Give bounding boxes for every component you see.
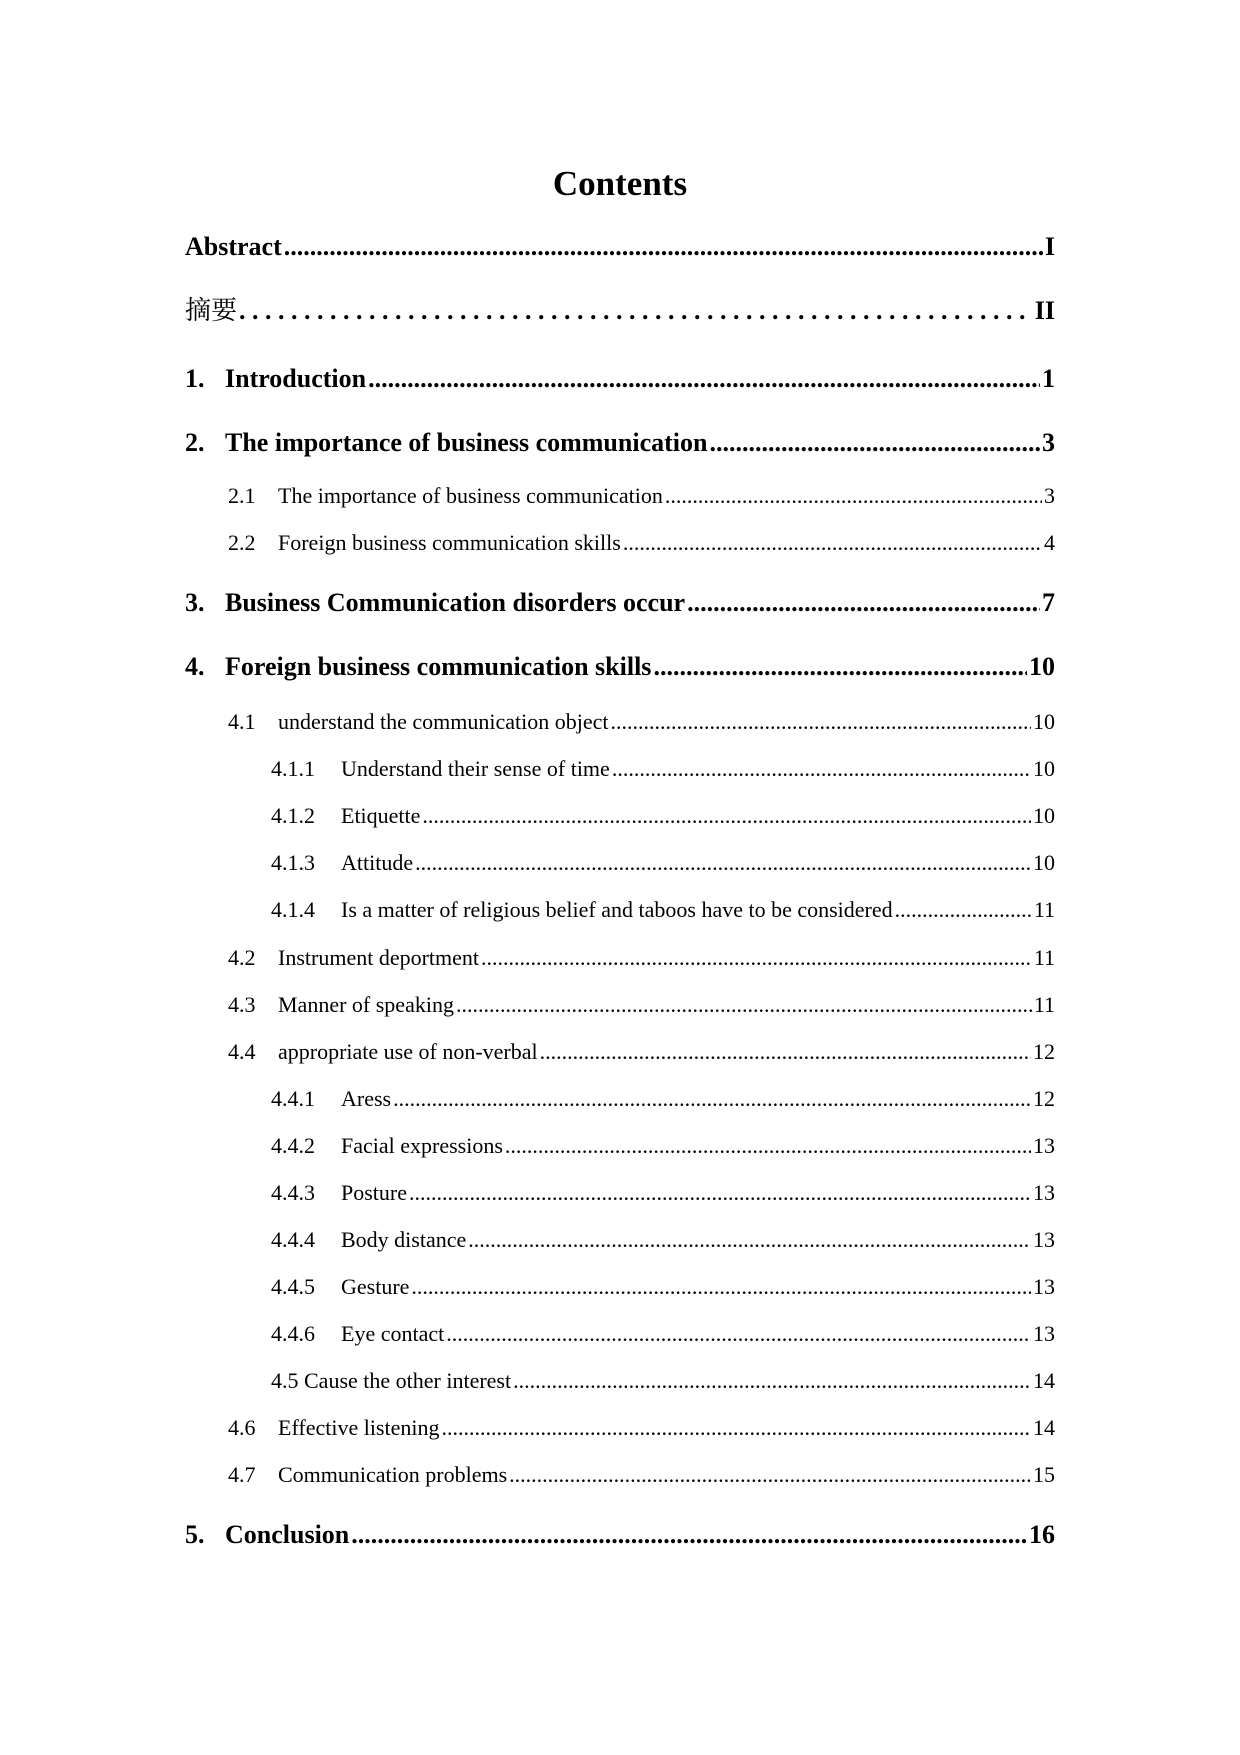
toc-entry-page-number: 13 <box>1033 1180 1055 1205</box>
toc-dot-leader <box>239 292 1033 330</box>
toc-entry-number: 2.1 <box>228 483 256 508</box>
toc-entry[interactable] <box>271 1365 1055 1397</box>
toc-entry-number: 5. <box>185 1520 205 1549</box>
toc-dot-leader <box>540 1036 1031 1068</box>
toc-entry-page-number: 11 <box>1033 945 1055 970</box>
toc-entry[interactable] <box>271 1177 1055 1209</box>
toc-entry-title: Body distance <box>341 1227 467 1252</box>
toc-entry-page-number: 15 <box>1033 1462 1055 1487</box>
toc-entry-page-number: 10 <box>1029 652 1055 681</box>
toc-entry-page-number: 13 <box>1033 1133 1055 1158</box>
toc-entry[interactable] <box>271 1271 1055 1303</box>
toc-entry-page-number: II <box>1034 296 1055 325</box>
toc-entry-page-number: 11 <box>1033 992 1055 1017</box>
toc-entry-title: Facial expressions <box>341 1133 503 1158</box>
toc-entry-page-number: 10 <box>1033 709 1055 734</box>
toc-entry-number: 4.4.3 <box>271 1180 315 1205</box>
toc-entry-page-number: 10 <box>1033 756 1055 781</box>
toc-entry-title: Foreign business communication skills <box>278 530 621 555</box>
toc-dot-leader <box>422 800 1031 832</box>
toc-entry-number: 4.4.2 <box>271 1133 315 1158</box>
toc-entry[interactable] <box>228 1459 1055 1491</box>
toc-entry[interactable] <box>271 800 1055 832</box>
toc-entry-title: Foreign business communication skills <box>225 652 652 681</box>
toc-entry-page-number: 3 <box>1042 428 1055 457</box>
toc-entry-number: 4.4 <box>228 1039 256 1064</box>
toc-entry[interactable] <box>271 1130 1055 1162</box>
toc-entry-number: 4.3 <box>228 992 256 1017</box>
toc-dot-leader <box>481 942 1032 974</box>
toc-dot-leader <box>509 1459 1031 1491</box>
toc-entry-title: Introduction <box>225 364 367 393</box>
toc-dot-leader <box>513 1365 1031 1397</box>
toc-entry-page-number: 3 <box>1044 483 1055 508</box>
toc-entry[interactable] <box>228 1036 1055 1068</box>
toc-entry-page-number: 14 <box>1033 1415 1055 1440</box>
toc-entry-number: 4. <box>185 652 205 681</box>
toc-dot-leader <box>442 1412 1032 1444</box>
toc-entry-title: Manner of speaking <box>278 992 454 1017</box>
toc-dot-leader <box>468 1224 1031 1256</box>
toc-dot-leader <box>665 480 1042 512</box>
toc-entry-page-number: 11 <box>1033 897 1055 922</box>
toc-entry-page-number: I <box>1044 232 1055 261</box>
toc-dot-leader <box>415 847 1031 879</box>
toc-entry[interactable] <box>185 228 1055 266</box>
toc-dot-leader <box>446 1318 1031 1350</box>
toc-entry-number: 4.1.1 <box>271 756 315 781</box>
toc-entry-page-number: 14 <box>1033 1368 1055 1393</box>
toc-entry[interactable] <box>271 753 1055 785</box>
toc-entry-title: Business Communication disorders occur <box>225 588 686 617</box>
toc-entry[interactable] <box>185 648 1055 686</box>
toc-entry-title: Gesture <box>341 1274 410 1299</box>
toc-entry-number: 4.1.4 <box>271 897 315 922</box>
toc-entry-title: Conclusion <box>225 1520 350 1549</box>
toc-entry-title: 4.5 Cause the other interest <box>271 1368 512 1393</box>
toc-entry[interactable] <box>185 292 1055 330</box>
toc-entry[interactable] <box>271 847 1055 879</box>
toc-dot-leader <box>895 894 1032 926</box>
toc-dot-leader <box>505 1130 1031 1162</box>
toc-entry[interactable] <box>271 1083 1055 1115</box>
toc-entry[interactable] <box>185 424 1055 462</box>
toc-entry[interactable] <box>185 360 1055 398</box>
toc-entry[interactable] <box>271 1318 1055 1350</box>
toc-entry-title: Is a matter of religious belief and taboos have to be considered <box>341 897 893 922</box>
toc-entry-number: 4.2 <box>228 945 256 970</box>
toc-entry-number: 2. <box>185 428 205 457</box>
toc-entry-number: 4.7 <box>228 1462 256 1487</box>
toc-entry-page-number: 7 <box>1042 588 1055 617</box>
toc-entry-page-number: 10 <box>1033 850 1055 875</box>
toc-entry-page-number: 13 <box>1033 1227 1055 1252</box>
toc-entry[interactable] <box>271 1224 1055 1256</box>
toc-entry-title: Instrument deportment <box>278 945 480 970</box>
toc-entry-title: 摘要 <box>185 296 238 326</box>
toc-entry-page-number: 12 <box>1033 1039 1055 1064</box>
toc-entry-page-number: 12 <box>1033 1086 1055 1111</box>
toc-dot-leader <box>284 228 1043 266</box>
toc-entry-page-number: 13 <box>1033 1321 1055 1346</box>
toc-dot-leader <box>653 648 1027 686</box>
toc-dot-leader <box>623 527 1042 559</box>
toc-entry-title: Abstract <box>185 232 282 261</box>
toc-entry[interactable] <box>228 527 1055 559</box>
toc-entry[interactable] <box>228 480 1055 512</box>
toc-entry-page-number: 16 <box>1029 1520 1055 1549</box>
page-title: Contents <box>552 164 688 203</box>
toc-entry-title: understand the communication object <box>278 709 609 734</box>
toc-entry-number: 3. <box>185 588 205 617</box>
toc-entry-number: 4.1.2 <box>271 803 315 828</box>
toc-dot-leader <box>393 1083 1031 1115</box>
toc-entry-title: Attitude <box>341 850 414 875</box>
toc-entry-page-number: 1 <box>1042 364 1055 393</box>
toc-entry-title: The importance of business communication <box>225 428 708 457</box>
toc-dot-leader <box>409 1177 1031 1209</box>
toc-entry[interactable] <box>228 942 1055 974</box>
toc-entry[interactable] <box>185 1516 1055 1554</box>
toc-entry[interactable] <box>228 989 1055 1021</box>
toc-entry-page-number: 10 <box>1033 803 1055 828</box>
toc-entry-number: 4.1.3 <box>271 850 315 875</box>
toc-entry-number: 4.4.5 <box>271 1274 315 1299</box>
toc-dot-leader <box>351 1516 1027 1554</box>
toc-entry-number: 4.4.1 <box>271 1086 315 1111</box>
toc-dot-leader <box>611 706 1031 738</box>
toc-entry-title: Effective listening <box>278 1415 440 1440</box>
toc-dot-leader <box>411 1271 1031 1303</box>
toc-entry-title: Etiquette <box>341 803 421 828</box>
toc-entry-number: 4.4.4 <box>271 1227 315 1252</box>
toc-entry-number: 4.4.6 <box>271 1321 315 1346</box>
toc-entry-title: Aress <box>341 1086 392 1111</box>
toc-entry-number: 2.2 <box>228 530 256 555</box>
toc-entry-number: 1. <box>185 364 205 393</box>
toc-entry-title: The importance of business communication <box>278 483 663 508</box>
toc-entry[interactable] <box>228 706 1055 738</box>
toc-dot-leader <box>368 360 1040 398</box>
toc-entry-number: 4.6 <box>228 1415 256 1440</box>
toc-entry-page-number: 13 <box>1033 1274 1055 1299</box>
toc-entry-page-number: 4 <box>1044 530 1055 555</box>
toc-entry[interactable] <box>271 894 1055 926</box>
toc-entry[interactable] <box>228 1412 1055 1444</box>
toc-entry-title: appropriate use of non-verbal <box>278 1039 538 1064</box>
toc-entry-title: Understand their sense of time <box>341 756 610 781</box>
toc-entry[interactable] <box>185 584 1055 622</box>
toc-dot-leader <box>687 584 1040 622</box>
toc-dot-leader <box>709 424 1040 462</box>
toc-entry-title: Eye contact <box>341 1321 445 1346</box>
toc-dot-leader <box>612 753 1031 785</box>
toc-entry-number: 4.1 <box>228 709 256 734</box>
toc-dot-leader <box>456 989 1032 1021</box>
toc-entry-title: Communication problems <box>278 1462 508 1487</box>
toc-entry-title: Posture <box>341 1180 407 1205</box>
